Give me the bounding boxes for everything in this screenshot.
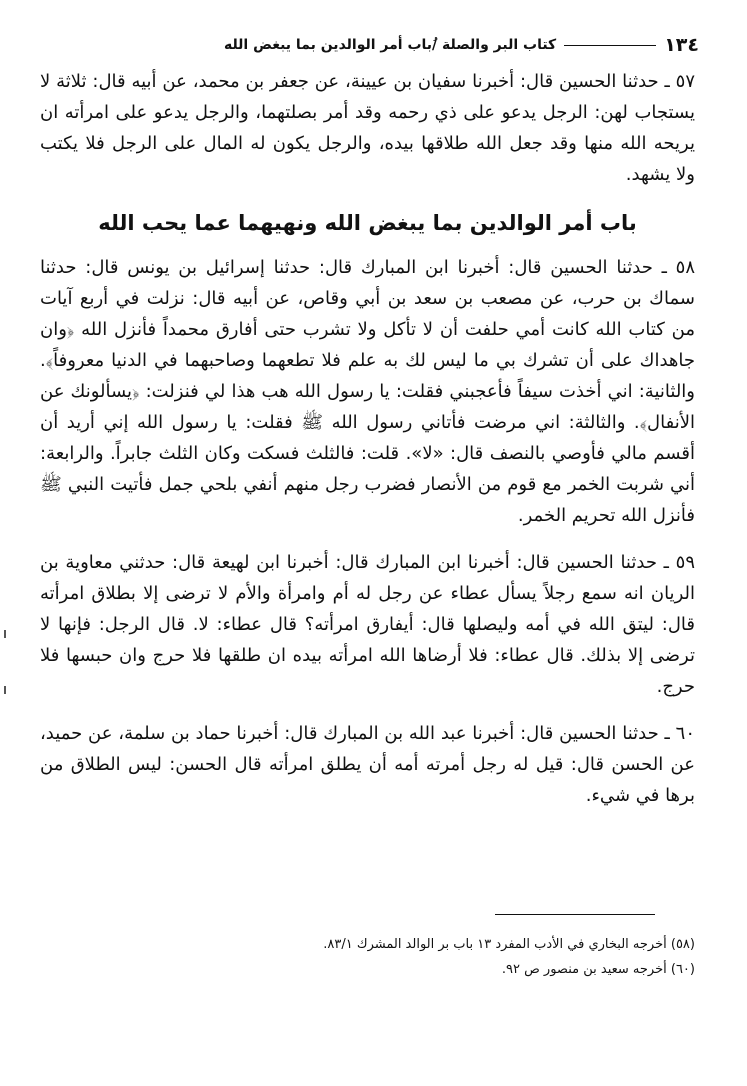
hadith-57: ٥٧ ـ حدثنا الحسين قال: أخبرنا سفيان بن عيينة، عن جعفر بن محمد، عن أبيه قال: ثلاثة لا يستجاب لهن: الرجل يدعو على ذي رحمه وقد أمر بصلتهما، والرجل يدعو على امرأته ان يريحه الله منها وقد جعل الله طلاقها بيده، والرجل يكون له المال على الرجل فلا يكتب ولا يشهد. [40, 71, 695, 185]
footnote-60: (٦٠) أخرجه سعيد بن منصور ص ٩٢. [501, 962, 695, 977]
footnotes [40, 932, 695, 982]
page-number: ١٣٤ [664, 34, 699, 56]
hadith-58: ٥٨ ـ حدثنا الحسين قال: أخبرنا ابن المبارك قال: حدثنا إسرائيل بن يونس قال: حدثنا سماك بن حرب، عن مصعب بن سعد بن أبي وقاص، عن أبيه قال: نزلت في أربع آيات من كتاب الله كانت أمي حلفت أن لا تأكل ولا تشرب حتى أفارق محمداً فأنزل الله ﴿وان جاهداك على أن تشرك بي ما ليس لك به علم فلا تطعهما وصاحبهما في الدنيا معروفاً﴾. والثانية: اني أخذت سيفاً فأعجبني فقلت: يا رسول الله هب هذا لي فنزلت: ﴿يسألونك عن الأنفال﴾. والثالثة: اني مرضت فأتاني رسول الله ﷺ فقلت: يا رسول الله إني أريد أن أقسم مالي فأوصي بالنصف قال: «لا». قلت: فالثلث فسكت وكان الثلث جابراً. والرابعة: أني شربت الخمر مع قوم من الأنصار فضرب رجل منهم أنفي بلحي جمل فأتيت النبي ﷺ فأنزل الله تحريم الخمر. [40, 257, 695, 526]
footnote-58: (٥٨) أخرجه البخاري في الأدب المفرد ١٣ باب بر الوالد المشرك ٨٣/١. [323, 937, 695, 952]
chapter-title: باب أمر الوالدين بما يبغض الله ونهيهما عما يحب الله [98, 211, 637, 235]
scan-edge-mark [4, 686, 6, 694]
header-rule [564, 45, 656, 46]
running-head: كتاب البر والصلة /ُباب أمر الوالدين بما يبغض الله [223, 37, 557, 53]
page-body [40, 66, 695, 819]
page-header [40, 30, 699, 60]
hadith-59: ٥٩ ـ حدثنا الحسين قال: أخبرنا ابن المبارك قال: أخبرنا ابن لهيعة قال: حدثني معاوية بن الريان انه سمع رجلاً يسأل عطاء عن رجل له أم وامرأة والأم لا ترضى إلا بطلاق امرأته قال: ليتق الله في أمه وليصلها قال: أيفارق امرأته؟ قال عطاء: لا. قال الرجل: فإنها لا ترضى إلا بذلك. قال عطاء: فلا أرضاها الله امرأته بيده ان طلقها فلا حرج وان حبسها فلا حرج. [40, 552, 695, 697]
footnote-rule [495, 914, 655, 915]
scan-edge-mark [4, 630, 6, 638]
hadith-60: ٦٠ ـ حدثنا الحسين قال: أخبرنا عبد الله بن المبارك قال: أخبرنا حماد بن سلمة، عن حميد، عن الحسن قال: قيل له رجل أمرته أمه أن يطلق امرأته قال الحسن: ليس الطلاق من برها في شيء. [40, 723, 695, 806]
